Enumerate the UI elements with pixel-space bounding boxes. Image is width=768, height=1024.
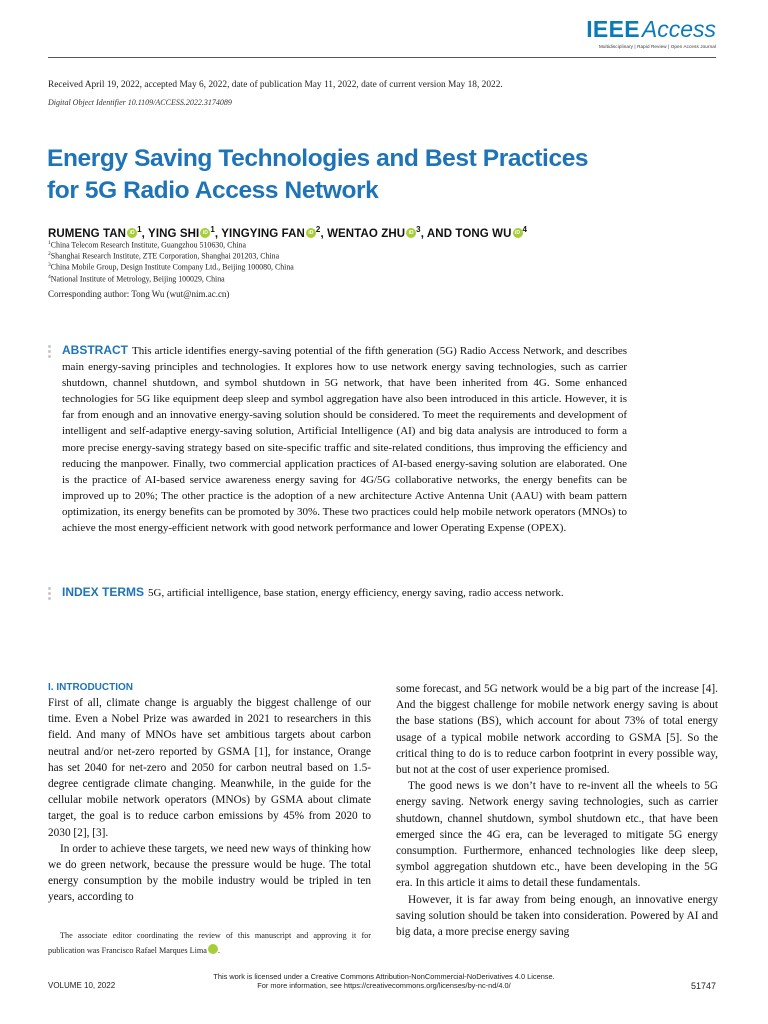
page-number: 51747 [690, 981, 716, 991]
author-affil-num: 1 [137, 225, 142, 234]
logo-tagline: Multidisciplinary | Rapid Review | Open Access Journal [598, 44, 716, 49]
paper-title [47, 143, 667, 207]
section-heading: I. INTRODUCTION [48, 682, 133, 693]
editor-footnote: The associate editor coordinating the review of this manuscript and approving it for publication was Francisco Rafael Marques Lima iD. [48, 931, 371, 955]
title-line-2: for 5G Radio Access Network [47, 177, 379, 204]
author-name: TONG WU [455, 227, 512, 240]
received-dates: Received April 19, 2022, accepted May 6, 2022, date of publication May 11, 2022, date of current version May 18, 2022. [48, 80, 503, 90]
author-name: WENTAO ZHU [327, 227, 406, 240]
paragraph: some forecast, and 5G network would be a big part of the increase [4]. And the biggest challenge for mobile network energy saving is about the base stations (BS), which account for about 73% of total energy usage of a typical mobile network according to GSMA [5]. So the critical thing to do is to reduce carbon footprint in every possible way, but not at the cost of user experience promised. [396, 683, 718, 777]
left-column [48, 681, 371, 906]
author-affil-num: 4 [522, 225, 528, 234]
abstract-label: ABSTRACT [62, 343, 128, 357]
author-name: YINGYING FAN [221, 227, 305, 240]
title-line-1: Energy Saving Technologies and Best Practices [47, 145, 589, 172]
orcid-icon[interactable]: iD [306, 228, 316, 238]
author-name: YING SHI [148, 227, 200, 240]
affiliation-item: $^1$China Telecom Research Institute, Guangzhou 510630, China [48, 240, 246, 250]
orcid-icon[interactable]: iD [513, 228, 523, 238]
index-terms [62, 584, 627, 601]
paragraph: First of all, climate change is arguably the biggest challenge of our time. Even a Nobel Prize was awarded in 2021 to researchers in this field. And many of MNOs have set ambitious targets about carbon neutral and/or net-zero reported by GSMA [1], for instance, Orange has set 2040 for net-zero and 2050 for carbon neutral based on 1.5-degree centigrade climate changing. Meanwhile, in the guide for the cellular mobile network operators (MNOs) by GSMA about climate target, the goal is to reduce carbon emissions by 45% from 2020 to 2030 [2], [3]. [48, 697, 371, 839]
license-line-2[interactable]: For more information, see https://creativecommons.org/licenses/by-nc-nd/4.0/ [257, 981, 511, 990]
index-terms-label: INDEX TERMS [62, 585, 145, 599]
orcid-icon[interactable]: iD [127, 228, 137, 238]
index-terms-text: 5G, artificial intelligence, base station, energy efficiency, energy saving, radio access network. [148, 587, 564, 599]
orcid-icon[interactable]: iD [406, 228, 416, 238]
right-column [396, 681, 718, 940]
paragraph: However, it is far away from being enough, an innovative energy saving solution should be taken into consideration. Powered by AI and big data, a more precise energy saving [396, 893, 718, 939]
abstract [62, 342, 627, 536]
volume-label: VOLUME 10, 2022 [48, 981, 116, 990]
affiliation-item: $^3$China Mobile Group, Design Institute Company Ltd., Beijing 100080, China [48, 262, 294, 273]
index-terms-dots-icon [48, 587, 52, 602]
logo-brand: IEEE [586, 16, 640, 42]
author-conjunction: AND [426, 227, 456, 240]
paragraph: The good news is we don’t have to re-invent all the wheels to 5G energy saving. Network energy saving technologies, such as carrier shutdown, channel shutdown, symbol shutdown etc., that have been emerged since the 4G era, can be leveraged to mitigate 5G energy consumption. Furthermore, enhanced technologies like deep sleep, symbol aggregation shutdown etc., have been developing in the 5G era. In this article it aims to detail these fundamentals. [396, 780, 718, 890]
affiliation-item: $^2$Shanghai Research Institute, ZTE Corporation, Shanghai 201203, China [48, 251, 280, 261]
author-affil-num: 3 [416, 225, 421, 234]
paragraph: In order to achieve these targets, we need new ways of thinking how we do green network, because the pressure would be huge. The total energy consumption by the mobile industry would be tripled in ten years, according to [48, 842, 371, 904]
affiliation-item: $^4$National Institute of Metrology, Beijing 100029, China [48, 273, 225, 284]
doi-line: Digital Object Identifier 10.1109/ACCESS.2022.3174089 [48, 98, 232, 107]
author-list: RUMENG TAN iD $^1$, YING SHI iD $^1$, YINGYING FAN iD $^2$, WENTAO ZHU iD $^3$, AND TONG WU iD $^4$ [48, 225, 528, 240]
orcid-icon[interactable]: iD [208, 944, 218, 954]
license-line-1: This work is licensed under a Creative Commons Attribution-NonCommercial-NoDerivatives 4.0 License. [213, 972, 555, 981]
affiliation-list [48, 239, 294, 284]
abstract-text: This article identifies energy-saving potential of the fifth generation (5G) Radio Access Network, and describes main energy-saving principles and technologies. It explores how to use network energy saving technologies, such as carrier shutdown, channel shutdown, and symbol shutdown in 5G network, that have been inherited from 4G. Some enhanced technologies for 5G like equipment deep sleep and symbol aggregation have also been introduced in this article. However, it is far from enough and an innovative energy-saving solution should be considered. To meet the requirements and development of intelligent and self-adaptive energy-saving solution, Artificial Intelligence (AI) and big data analysis are introduced to form a more precise energy-saving strategy based on site-specific traffic and site-related conditions, thus improving the efficiency and reducing the manpower. Finally, two commercial application practices of AI-based energy-saving solution are elaborated. One is the practice of AI-based service awareness energy saving for 4G/5G collaborative networks, the energy benefits can be improved up to 20%; The other practice is the adoption of a new architecture Active Antenna Unit (AAU) with beam pattern optimization, its energy benefits can be promoted by 30%. These two practices could help mobile network operators (MNOs) to achieve the most energy-efficient network with good network performance and lower Operating Expense (OPEX). [62, 345, 627, 535]
author-affil-num: 1 [210, 225, 215, 234]
orcid-icon[interactable]: iD [200, 228, 210, 238]
abstract-dots-icon [48, 345, 52, 360]
corresponding-author: Corresponding author: Tong Wu (wut@nim.ac.cn) [48, 289, 230, 299]
header-divider [48, 57, 716, 58]
author-affil-num: 2 [315, 225, 321, 234]
journal-logo [586, 16, 716, 49]
license-notice [0, 972, 768, 990]
logo-product: Access [641, 16, 716, 42]
footnote-text: The associate editor coordinating the review of this manuscript and approving it for publication was Francisco Rafael Marques Lima [48, 931, 371, 955]
author-name: RUMENG TAN [48, 227, 127, 240]
